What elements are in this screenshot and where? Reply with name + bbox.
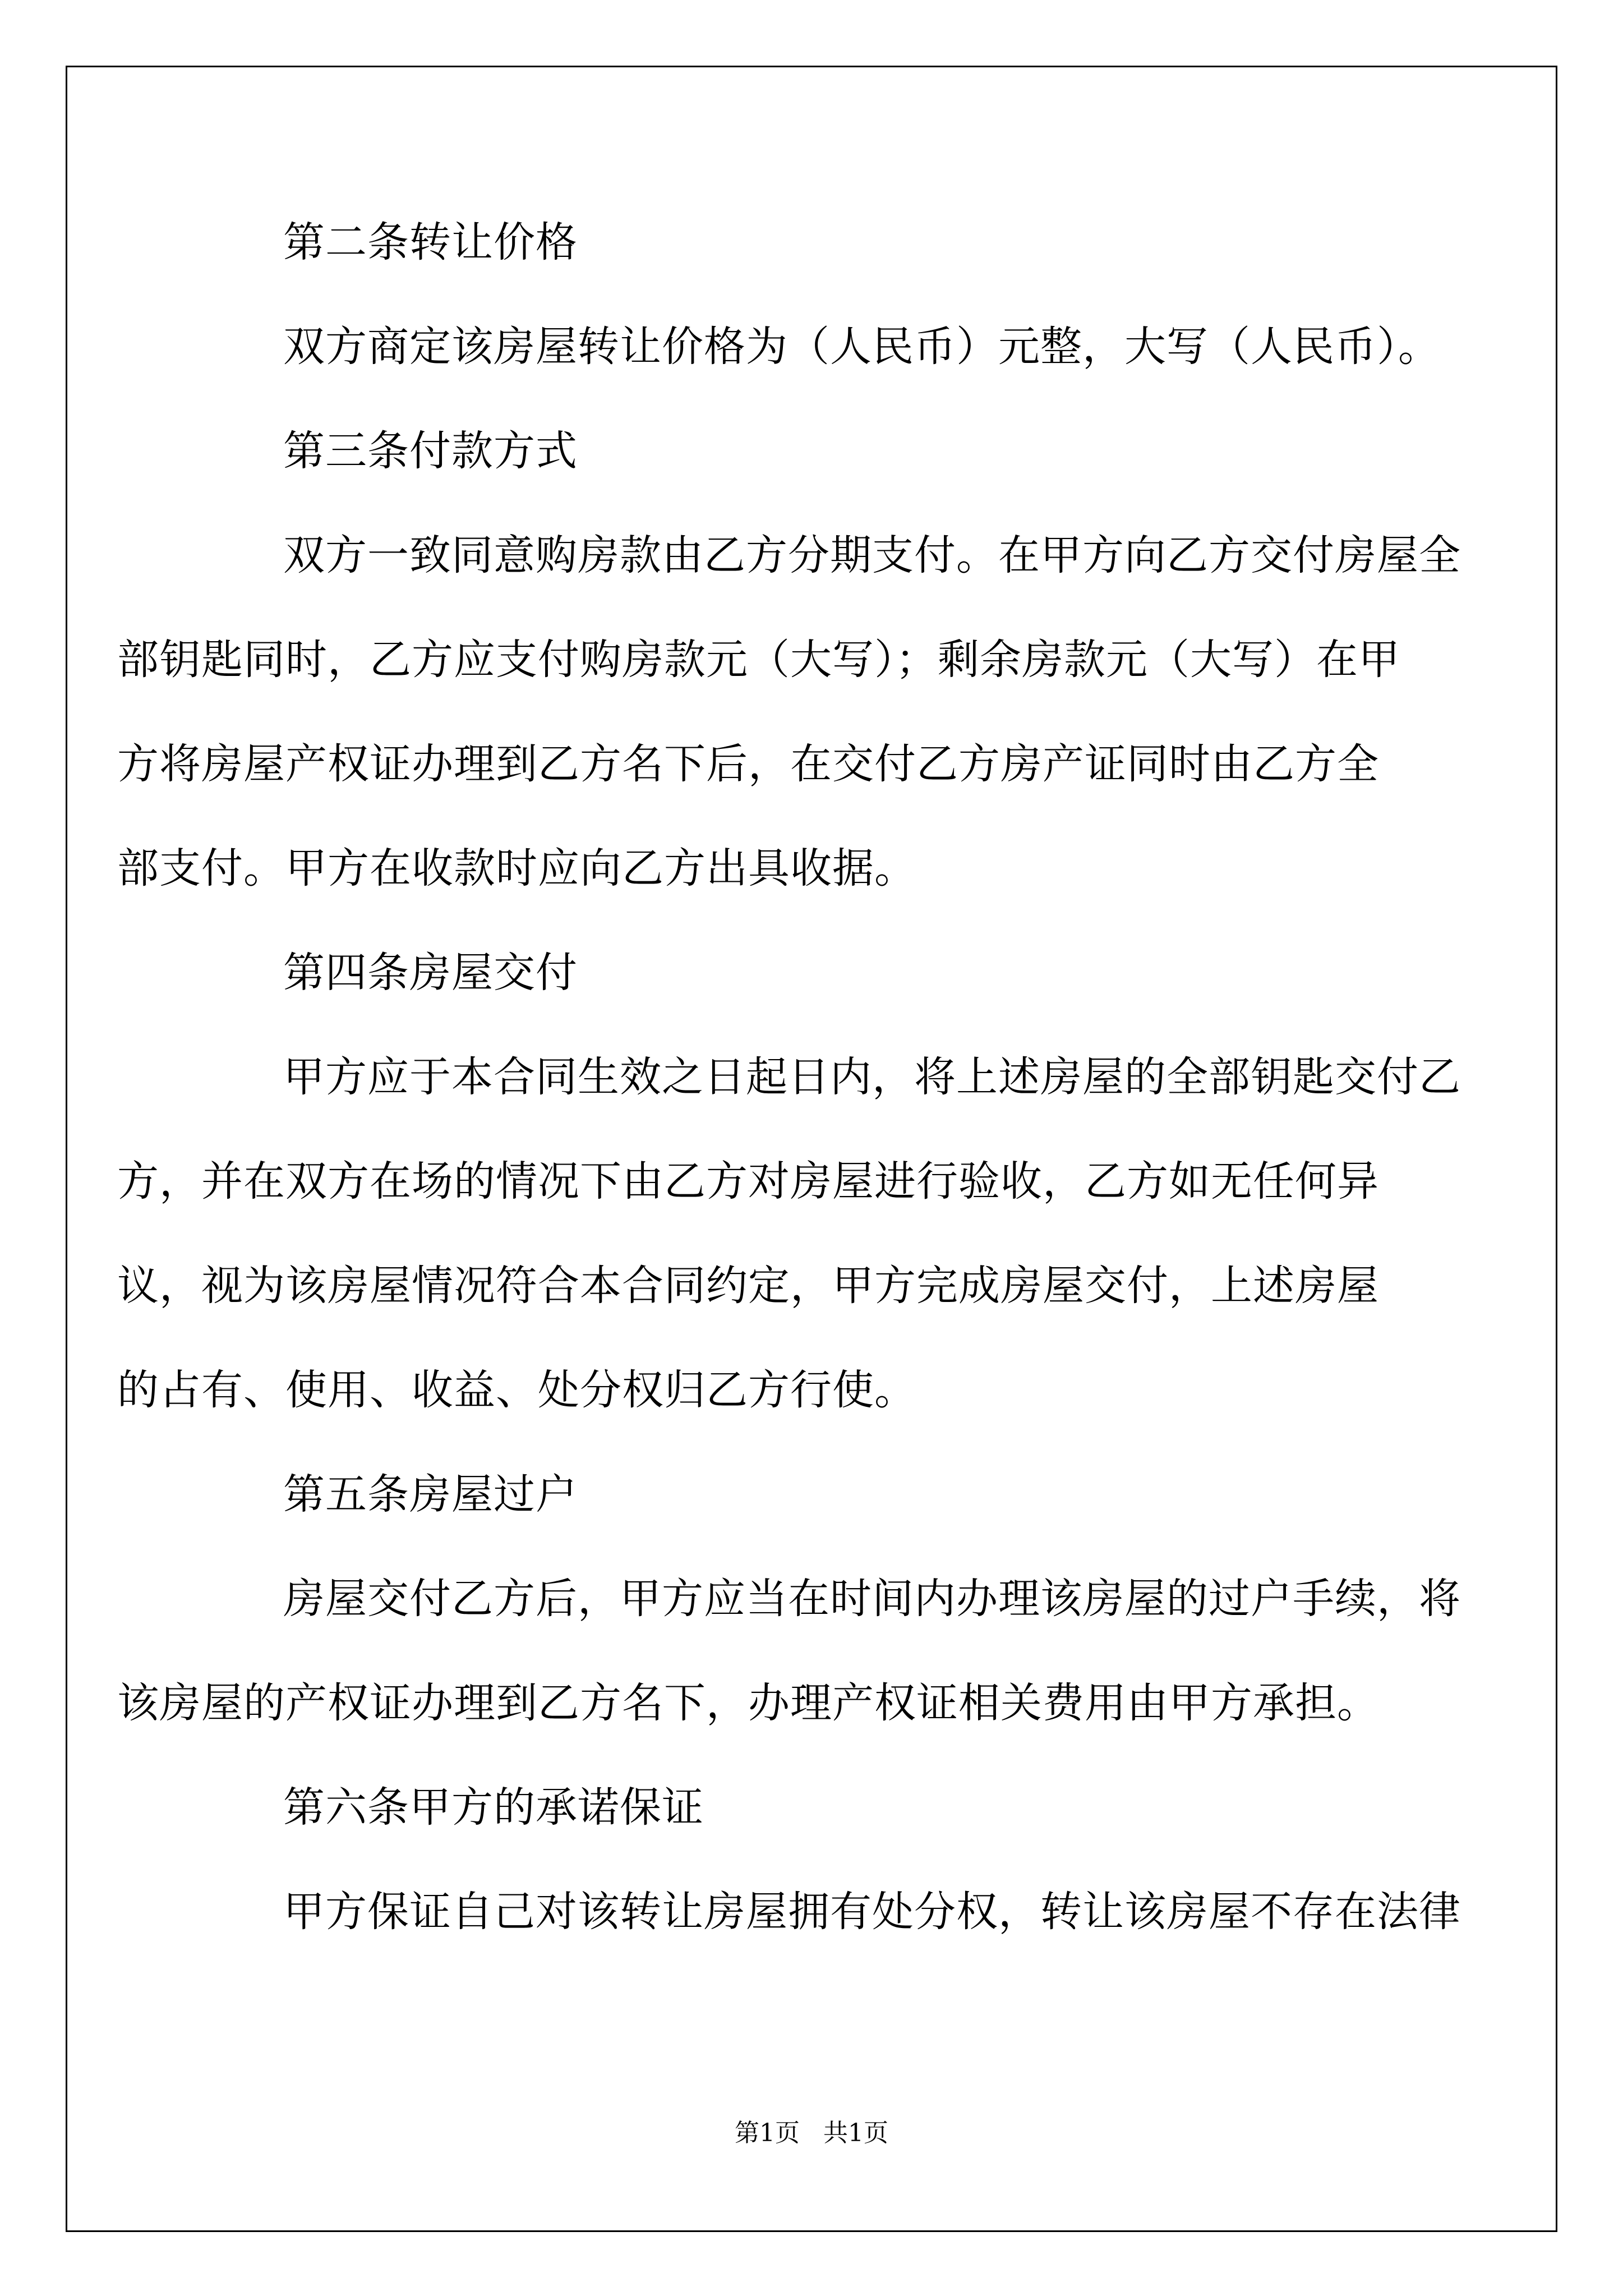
paragraph-line: 双方一致同意购房款由乙方分期支付。在甲方向乙方交付房屋全	[283, 531, 1461, 579]
paragraph-line: 部支付。甲方在收款时应向乙方出具收据。	[117, 844, 916, 892]
paragraph-line: 甲方保证自己对该转让房屋拥有处分权，转让该房屋不存在法律	[283, 1888, 1461, 1936]
paragraph-line: 房屋交付乙方后，甲方应当在时间内办理该房屋的过户手续，将	[283, 1575, 1461, 1623]
paragraph-line: 该房屋的产权证办理到乙方名下，办理产权证相关费用由甲方承担。	[117, 1679, 1379, 1727]
section-heading: 第三条付款方式	[283, 427, 578, 475]
section-heading: 第四条房屋交付	[283, 949, 578, 997]
section-heading: 第六条甲方的承诺保证	[283, 1783, 704, 1832]
paragraph-line: 部钥匙同时，乙方应支付购房款元（大写）；剩余房款元（大写）在甲	[117, 636, 1400, 684]
paragraph-line: 议，视为该房屋情况符合本合同约定，甲方完成房屋交付，上述房屋	[117, 1262, 1379, 1310]
section-heading: 第二条转让价格	[283, 218, 578, 266]
section-heading: 第五条房屋过户	[283, 1470, 578, 1519]
paragraph-line: 的占有、使用、收益、处分权归乙方行使。	[117, 1366, 916, 1414]
page-footer: 第1页 共1页	[735, 2119, 888, 2147]
paragraph-line: 方将房屋产权证办理到乙方名下后，在交付乙方房产证同时由乙方全	[117, 740, 1379, 788]
paragraph-line: 双方商定该房屋转让价格为（人民币）元整，大写（人民币）。	[283, 323, 1440, 371]
paragraph-line: 甲方应于本合同生效之日起日内，将上述房屋的全部钥匙交付乙	[283, 1053, 1461, 1101]
paragraph-line: 方，并在双方在场的情况下由乙方对房屋进行验收，乙方如无任何异	[117, 1157, 1379, 1205]
